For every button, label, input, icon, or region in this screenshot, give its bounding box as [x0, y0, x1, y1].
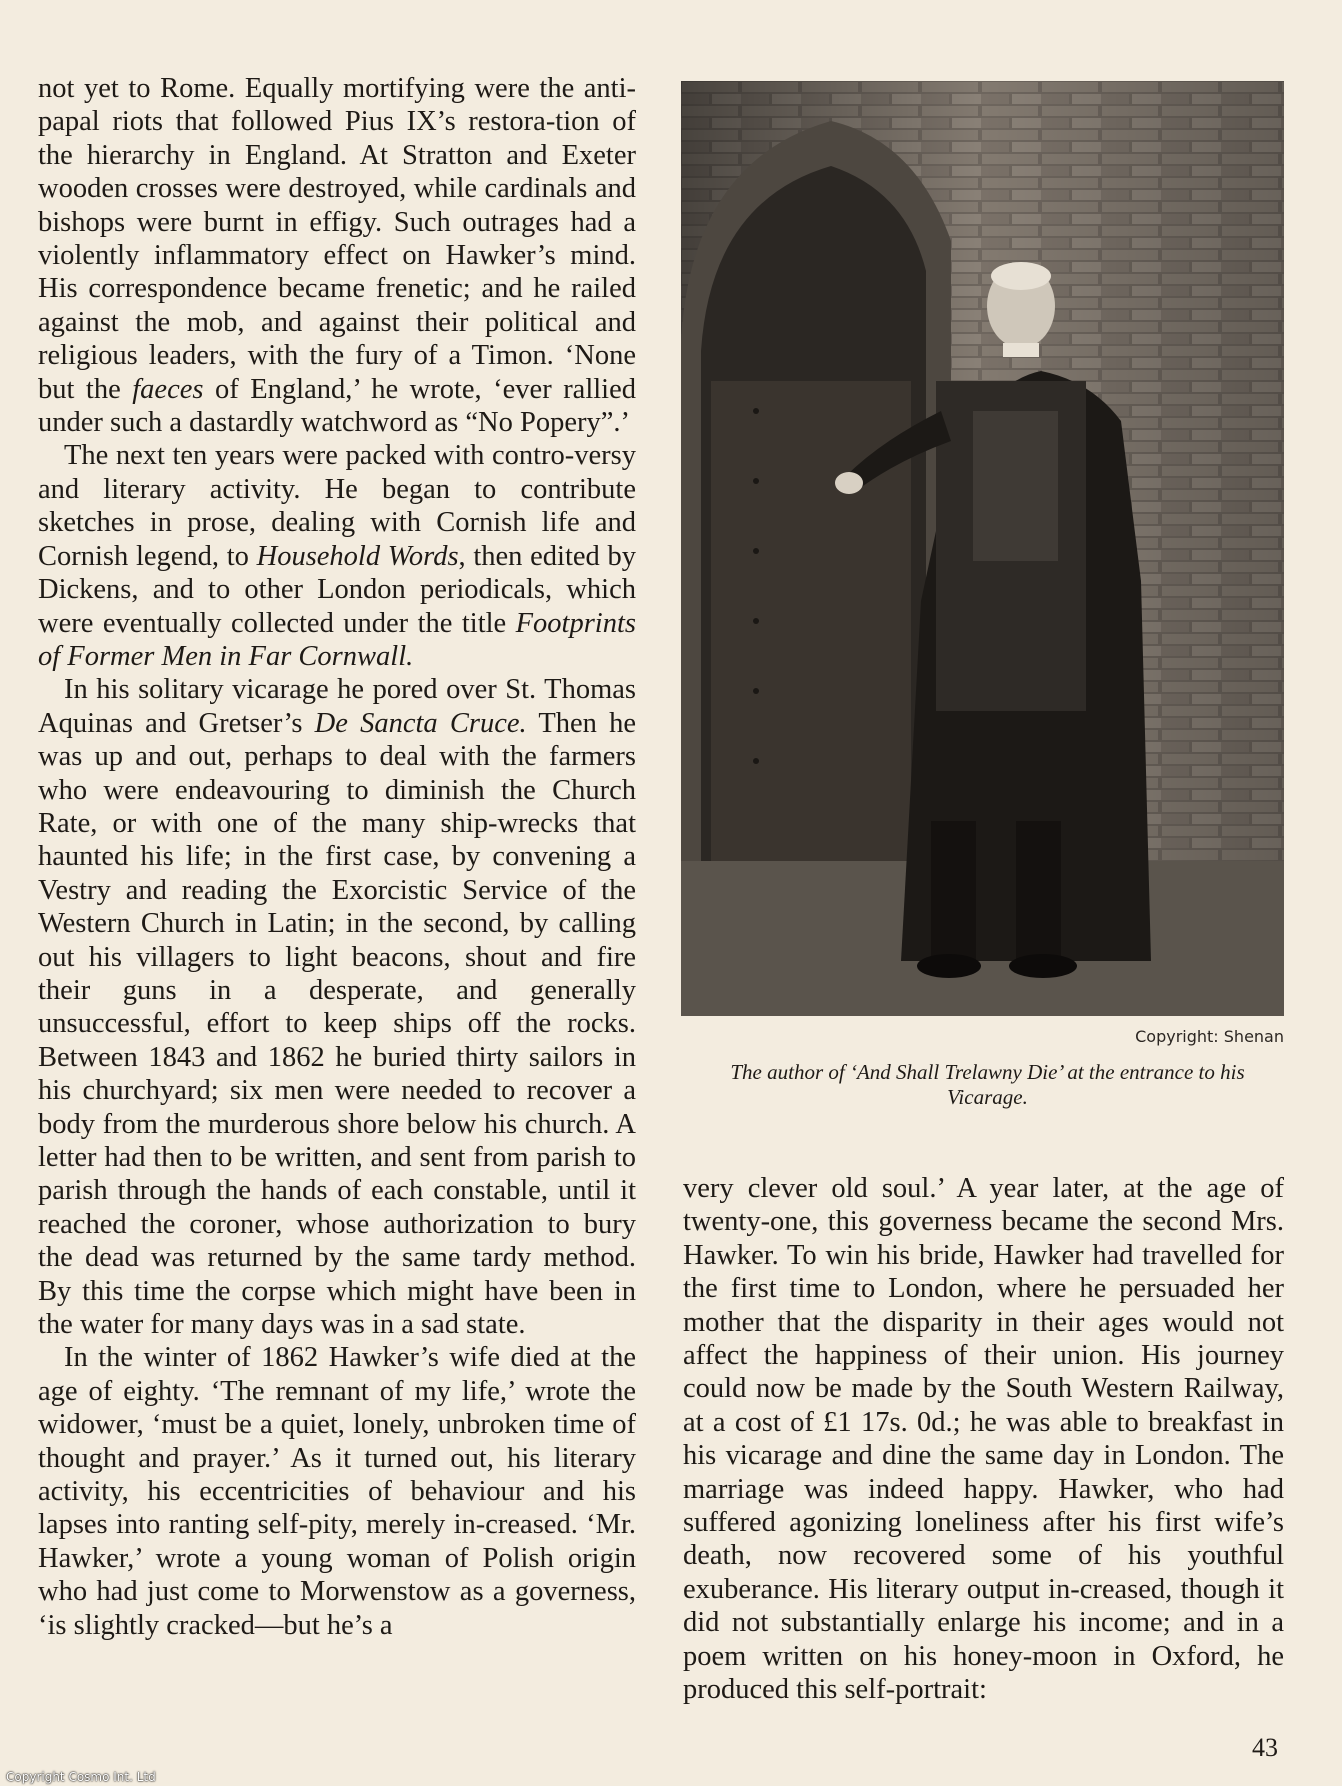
italic-text: Footprints of Former Men in Far Cornwall. — [38, 607, 636, 672]
left-column — [38, 72, 636, 1642]
paragraph — [38, 1341, 636, 1642]
paragraph-text: of England,’ he wrote, ‘ever rallied under such a dastardly watchword as “No Popery”.’ — [38, 373, 636, 439]
paragraph — [683, 1172, 1284, 1707]
paragraph-text: In the winter of 1862 Hawker’s wife died at the age of eighty. ‘The remnant of my life,’ wrote the widower, ‘must be a quiet, lonely, unbroken time of thought and prayer.’ As it turned out, his literary activity, his eccentricities of behaviour and his lapses into ranting self-pity, merely in-creased. ‘Mr. Hawker,’ wrote a young woman of Polish origin who had just come to Morwenstow as a governess, ‘is slightly cracked—but he’s a — [38, 1342, 636, 1641]
italic-text: De Sancta Cruce. — [314, 707, 527, 739]
italic-text: faeces — [132, 373, 204, 405]
italic-text: Household Words — [256, 540, 459, 572]
paragraph-text: Then he was up and out, perhaps to deal with the farmers who were endeavouring to diminish the Church Rate, or with one of the many ship-wrecks that haunted his life; in the first case, by convening a Vestry and reading the Exorcistic Service of the Western Church in Latin; in the second, by calling out his villagers to light beacons, shout and fire their guns in a desperate, and generally unsuccessful, effort to keep ships off the rocks. Between 1843 and 1862 he buried thirty sailors in his churchyard; six men were needed to recover a body from the murderous shore below his church. A letter had then to be written, and sent from parish to parish through the hands of each constable, until it reached the coroner, whose authorization to bury the dead was returned by the same tardy method. By this time the corpse which might have been in the water for many days was in a sad state. — [38, 707, 636, 1341]
right-column — [683, 1172, 1284, 1707]
page-number: 43 — [1252, 1733, 1278, 1762]
paragraph-text: , then edited by Dickens, and to other London periodicals, which were eventually collected under the title — [38, 540, 636, 639]
photo-caption: The author of ‘And Shall Trelawny Die’ at the entrance to his Vicarage. — [730, 1060, 1245, 1109]
paragraph-text: very clever old soul.’ A year later, at the age of twenty-one, this governess became the second Mrs. Hawker. To win his bride, Hawker had travelled for the first time to London, where he persuaded her mother that the disparity in their ages would not affect the happiness of their union. His journey could now be made by the South Western Railway, at a cost of £1 17s. 0d.; he was able to breakfast in his vicarage and dine the same day in London. The marriage was indeed happy. Hawker, who had suffered agonizing loneliness after his first wife’s death, now recovered some of his youthful exuberance. His literary output in-creased, though it did not substantially enlarge his income; and in a poem written on his honey-moon in Oxford, he produced this self-portrait: — [683, 1173, 1284, 1706]
paragraph-text: not yet to Rome. Equally mortifying were the anti-papal riots that followed Pius IX’s restora-tion of the hierarchy in England. At Stratton and Exeter wooden crosses were destroyed, while cardinals and bishops were burnt in effigy. Such outrages had a violently inflammatory effect on Hawker’s mind. His correspondence became frenetic; and he railed against the mob, and against their political and religious leaders, with the fury of a Timon. ‘None but the — [38, 73, 636, 405]
portrait-photo — [681, 81, 1284, 1016]
paragraph — [38, 439, 636, 673]
paragraph — [38, 72, 636, 439]
paragraph-text: In his solitary vicarage he pored over St. Thomas Aquinas and Gretser’s — [38, 674, 636, 739]
copyright-watermark: Copyright Cosmo Int. Ltd — [6, 1770, 156, 1784]
paragraph-text: The next ten years were packed with contro-versy and literary activity. He began to contribute sketches in prose, dealing with Cornish life and Cornish legend, to — [38, 440, 636, 572]
photo-illustration — [681, 81, 1284, 1016]
paragraph — [38, 673, 636, 1341]
photo-credit: Copyright: Shenan — [1135, 1027, 1284, 1046]
